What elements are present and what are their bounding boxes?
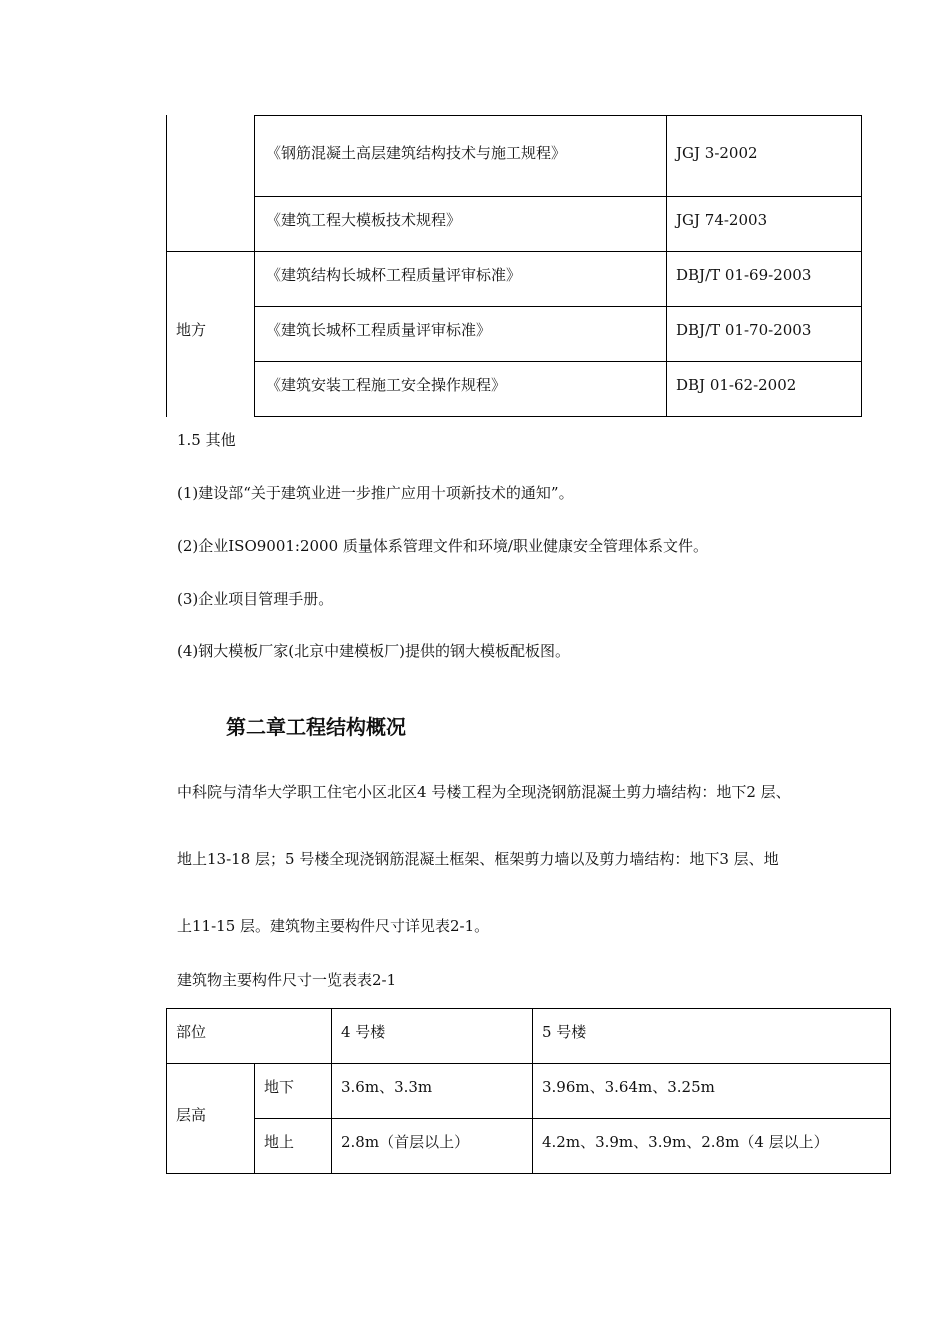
- row-sub-label: 地下: [264, 1078, 295, 1096]
- standard-name: 《建筑结构长城杯工程质量评审标准》: [266, 266, 522, 284]
- standard-code: DBJ 01-62-2002: [676, 376, 797, 394]
- table-border: [166, 1008, 891, 1009]
- row-value-building-4: 2.8m（首层以上）: [341, 1133, 470, 1151]
- table-border: [166, 1063, 891, 1064]
- group-label: 层高: [176, 1106, 207, 1124]
- table-border: [331, 1008, 332, 1174]
- list-item: (1)建设部“关于建筑业进一步推广应用十项新技术的通知”。: [177, 484, 574, 502]
- paragraph-line: 地上13-18 层；5 号楼全现浇钢筋混凝土框架、框架剪力墙以及剪力墙结构：地下3 层、地: [177, 850, 779, 868]
- table-border: [532, 1008, 533, 1174]
- paragraph-line: 上11-15 层。建筑物主要构件尺寸详见表2-1。: [177, 917, 490, 935]
- table-border: [254, 1063, 255, 1174]
- chapter-heading: 第二章工程结构概况: [226, 715, 406, 739]
- list-item: (4)钢大模板厂家(北京中建模板厂)提供的钢大模板配板图。: [177, 642, 570, 660]
- table-border: [166, 115, 167, 417]
- header-building-5: 5 号楼: [542, 1023, 587, 1041]
- row-sub-label: 地上: [264, 1133, 295, 1151]
- section-title: 1.5 其他: [177, 431, 236, 449]
- table-border: [166, 1173, 891, 1174]
- standard-name: 《钢筋混凝土高层建筑结构技术与施工规程》: [266, 144, 567, 162]
- standards-table: [166, 115, 862, 417]
- standard-name: 《建筑安装工程施工安全操作规程》: [266, 376, 507, 394]
- standard-name: 《建筑工程大模板技术规程》: [266, 211, 462, 229]
- list-item: (2)企业ISO9001:2000 质量体系管理文件和环境/职业健康安全管理体系文件。: [177, 537, 708, 555]
- table-border: [254, 416, 862, 417]
- table-border: [166, 251, 862, 252]
- header-building-4: 4 号楼: [341, 1023, 386, 1041]
- table-border: [861, 115, 862, 417]
- row-value-building-5: 3.96m、3.64m、3.25m: [542, 1078, 715, 1096]
- row-value-building-4: 3.6m、3.3m: [341, 1078, 433, 1096]
- table-border: [254, 306, 862, 307]
- table-border: [254, 196, 862, 197]
- standard-code: DBJ/T 01-69-2003: [676, 266, 812, 284]
- category-label: 地方: [176, 321, 207, 339]
- table-border: [890, 1008, 891, 1174]
- row-value-building-5: 4.2m、3.9m、3.9m、2.8m（4 层以上）: [542, 1133, 829, 1151]
- table-border: [166, 1008, 167, 1174]
- dimensions-table: [166, 1008, 891, 1174]
- table-border: [254, 115, 862, 116]
- standard-name: 《建筑长城杯工程质量评审标准》: [266, 321, 492, 339]
- paragraph-line: 中科院与清华大学职工住宅小区北区4 号楼工程为全现浇钢筋混凝土剪力墙结构：地下2 层、: [177, 783, 791, 801]
- list-item: (3)企业项目管理手册。: [177, 590, 334, 608]
- header-part: 部位: [176, 1023, 207, 1041]
- table-border: [666, 115, 667, 417]
- table-border: [254, 1118, 891, 1119]
- standard-code: JGJ 3-2002: [676, 144, 758, 162]
- standard-code: JGJ 74-2003: [676, 211, 768, 229]
- table-border: [254, 361, 862, 362]
- table-caption: 建筑物主要构件尺寸一览表表2-1: [177, 971, 397, 989]
- standard-code: DBJ/T 01-70-2003: [676, 321, 812, 339]
- table-border: [254, 115, 255, 417]
